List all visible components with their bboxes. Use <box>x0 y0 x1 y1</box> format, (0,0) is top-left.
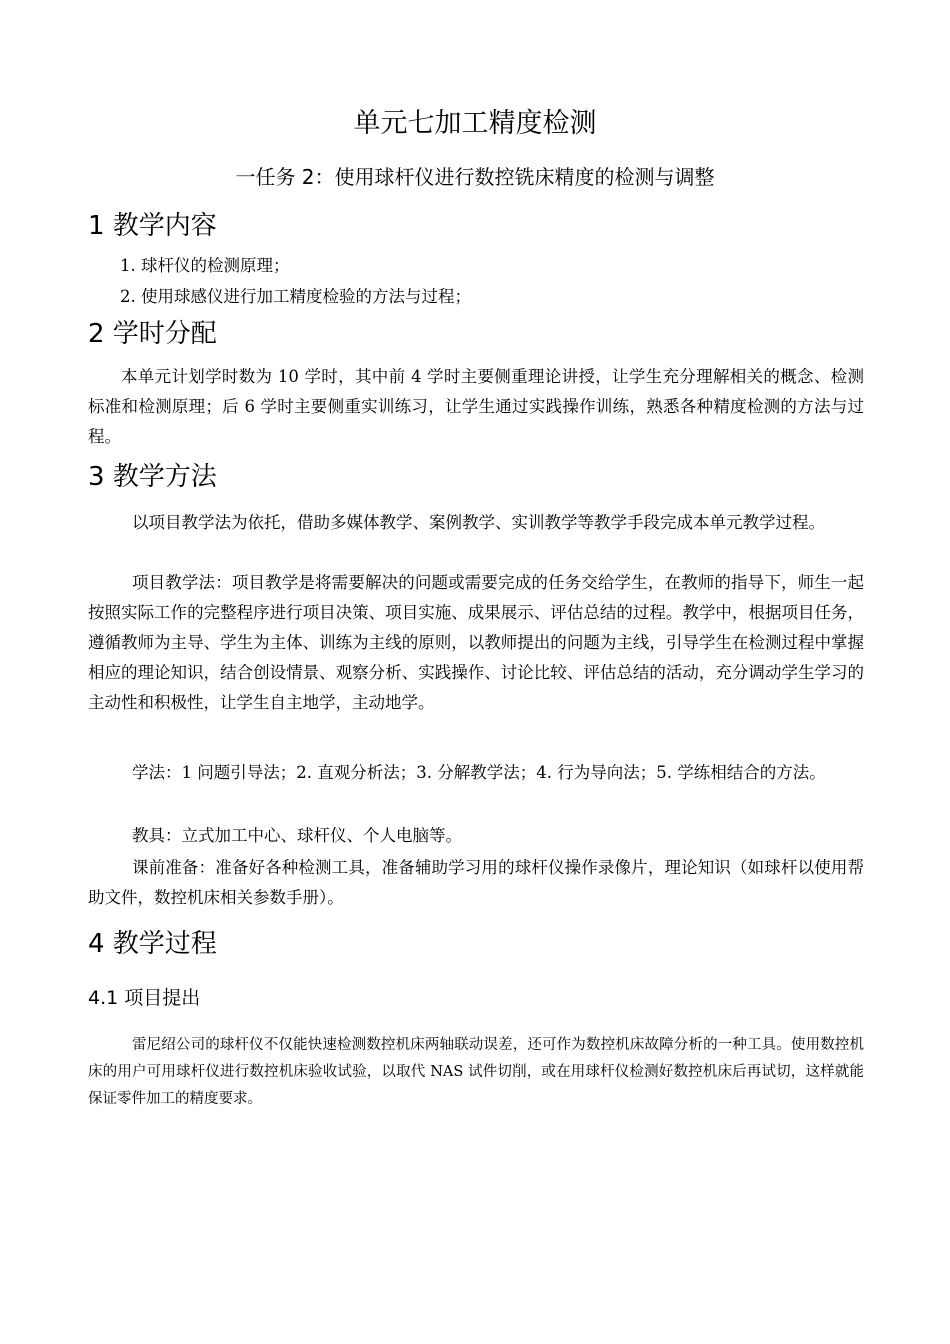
section-4-1-paragraph: 雷尼绍公司的球杆仪不仅能快速检测数控机床两轴联动误差，还可作为数控机床故障分析的一种工具。使用数控机床的用户可用球杆仪进行数控机床验收试验，以取代 NAS 试件切削，或在用球杆仪检测好数控机床后再试切，这样就能保证零件加工的精度要求。 <box>88 1037 864 1107</box>
section-3-paragraph-4: 教具：立式加工中心、球杆仪、个人电脑等。 <box>132 826 462 845</box>
list-item: 2. 使用球感仪进行加工精度检验的方法与过程； <box>120 287 471 306</box>
section-2-paragraph: 本单元计划学时数为 10 学时，其中前 4 学时主要侧重理论讲授，让学生充分理解相关的概念、检测标准和检测原理；后 6 学时主要侧重实训练习，让学生通过实践操作训练，熟悉各种精度检测的方法与过程。 <box>88 367 864 446</box>
section-1-heading: 1 教学内容 <box>88 211 217 241</box>
section-3-heading: 3 教学方法 <box>88 462 217 492</box>
document-subtitle: 一任务 2：使用球杆仪进行数控铣床精度的检测与调整 <box>235 165 715 189</box>
section-3-paragraph-2: 项目教学法：项目教学是将需要解决的问题或需要完成的任务交给学生，在教师的指导下，师生一起按照实际工作的完整程序进行项目决策、项目实施、成果展示、评估总结的过程。教学中，根据项目任务，遵循教师为主导、学生为主体、训练为主线的原则，以教师提出的问题为主线，引导学生在检测过程中掌握相应的理论知识，结合创设情景、观察分析、实践操作、讨论比较、评估总结的活动，充分调动学生学习的主动性和积极性，让学生自主地学，主动地学。 <box>88 573 864 712</box>
section-3-paragraph-3: 学法：1 问题引导法；2. 直观分析法；3. 分解教学法；4. 行为导向法；5. 学练相结合的方法。 <box>132 763 826 782</box>
section-4-1-heading: 4.1 项目提出 <box>88 987 201 1009</box>
section-3-paragraph-5: 课前准备：准备好各种检测工具，准备辅助学习用的球杆仪操作录像片，理论知识（如球杆以使用帮助文件，数控机床相关参数手册）。 <box>88 858 864 907</box>
section-4-heading: 4 教学过程 <box>88 929 217 959</box>
section-3-paragraph-1: 以项目教学法为依托，借助多媒体教学、案例教学、实训教学等教学手段完成本单元教学过程。 <box>132 513 825 532</box>
section-2-heading: 2 学时分配 <box>88 319 217 349</box>
document-title: 单元七加工精度检测 <box>353 108 597 139</box>
list-item: 1. 球杆仪的检测原理； <box>120 256 290 275</box>
